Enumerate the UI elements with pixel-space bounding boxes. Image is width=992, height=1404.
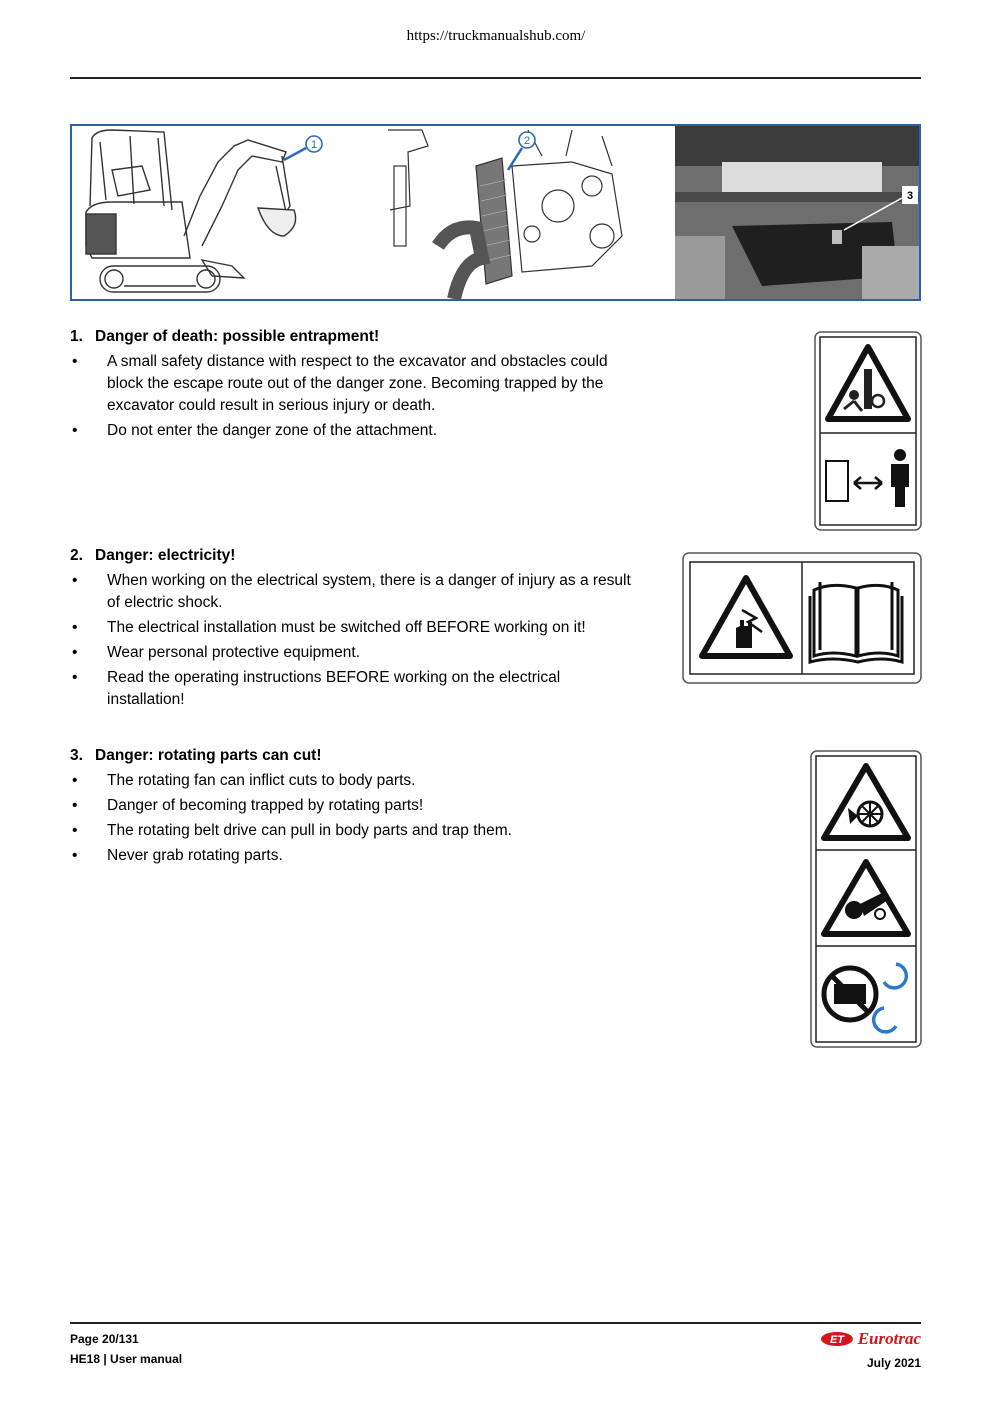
eurotrac-logo-icon [820,1331,854,1347]
section-entrapment [70,326,640,445]
list-item: • Do not enter the danger zone of the attachment. [72,422,438,439]
list-item: • The rotating belt drive can pull in body parts and trap them. [72,822,512,839]
list-item: • Danger of becoming trapped by rotating parts! [72,797,424,814]
engine-drawing [384,126,636,299]
electricity-warning-sign [682,552,922,689]
list-item: • Wear personal protective equipment. [72,644,361,661]
brand-logo: ET Eurotrac [820,1329,921,1349]
callout-1: 1 [310,139,318,151]
document-title: HE18 | User manual [70,1352,183,1366]
page-number: Page 20/131 [70,1332,139,1346]
svg-text:ET: ET [829,1334,844,1346]
list-item: • Read the operating instructions BEFORE working on the electrical installation! [72,669,561,708]
section-title: 1. Danger of death: possible entrapment! [70,328,380,345]
engine-photo [675,126,919,299]
list-item: • When working on the electrical system, there is a danger of injury as a result of electric shock. [72,572,631,611]
list-item: • The rotating fan can inflict cuts to body parts. [72,772,416,789]
figure-strip [70,124,921,301]
section-title: 3. Danger: rotating parts can cut! [70,747,322,764]
list-item: • The electrical installation must be switched off BEFORE working on it! [72,619,586,636]
callout-3: 3 [906,190,914,202]
footer-rule [70,1322,921,1324]
list-item: • Never grab rotating parts. [72,847,283,864]
header-url[interactable]: https://truckmanualshub.com/ [406,28,586,44]
obstacle-icon [826,461,848,501]
footer-right [820,1329,921,1373]
section-electricity [70,545,640,714]
entrapment-warning-sign [814,331,922,536]
header-rule [70,77,921,79]
belt-drive-icon [845,901,863,919]
rotating-parts-warning-sign [810,750,922,1053]
footer-left [70,1329,182,1369]
callout-2: 2 [523,135,531,147]
list-item: • A small safety distance with respect to the excavator and obstacles could block the escape route out of the danger zone. Becoming trapped by the excavator could result in serious injury or death. [72,353,608,414]
section-title: 2. Danger: electricity! [70,547,236,564]
excavator-drawing [72,126,372,299]
publication-date: July 2021 [866,1356,921,1370]
section-rotating-parts [70,745,640,870]
